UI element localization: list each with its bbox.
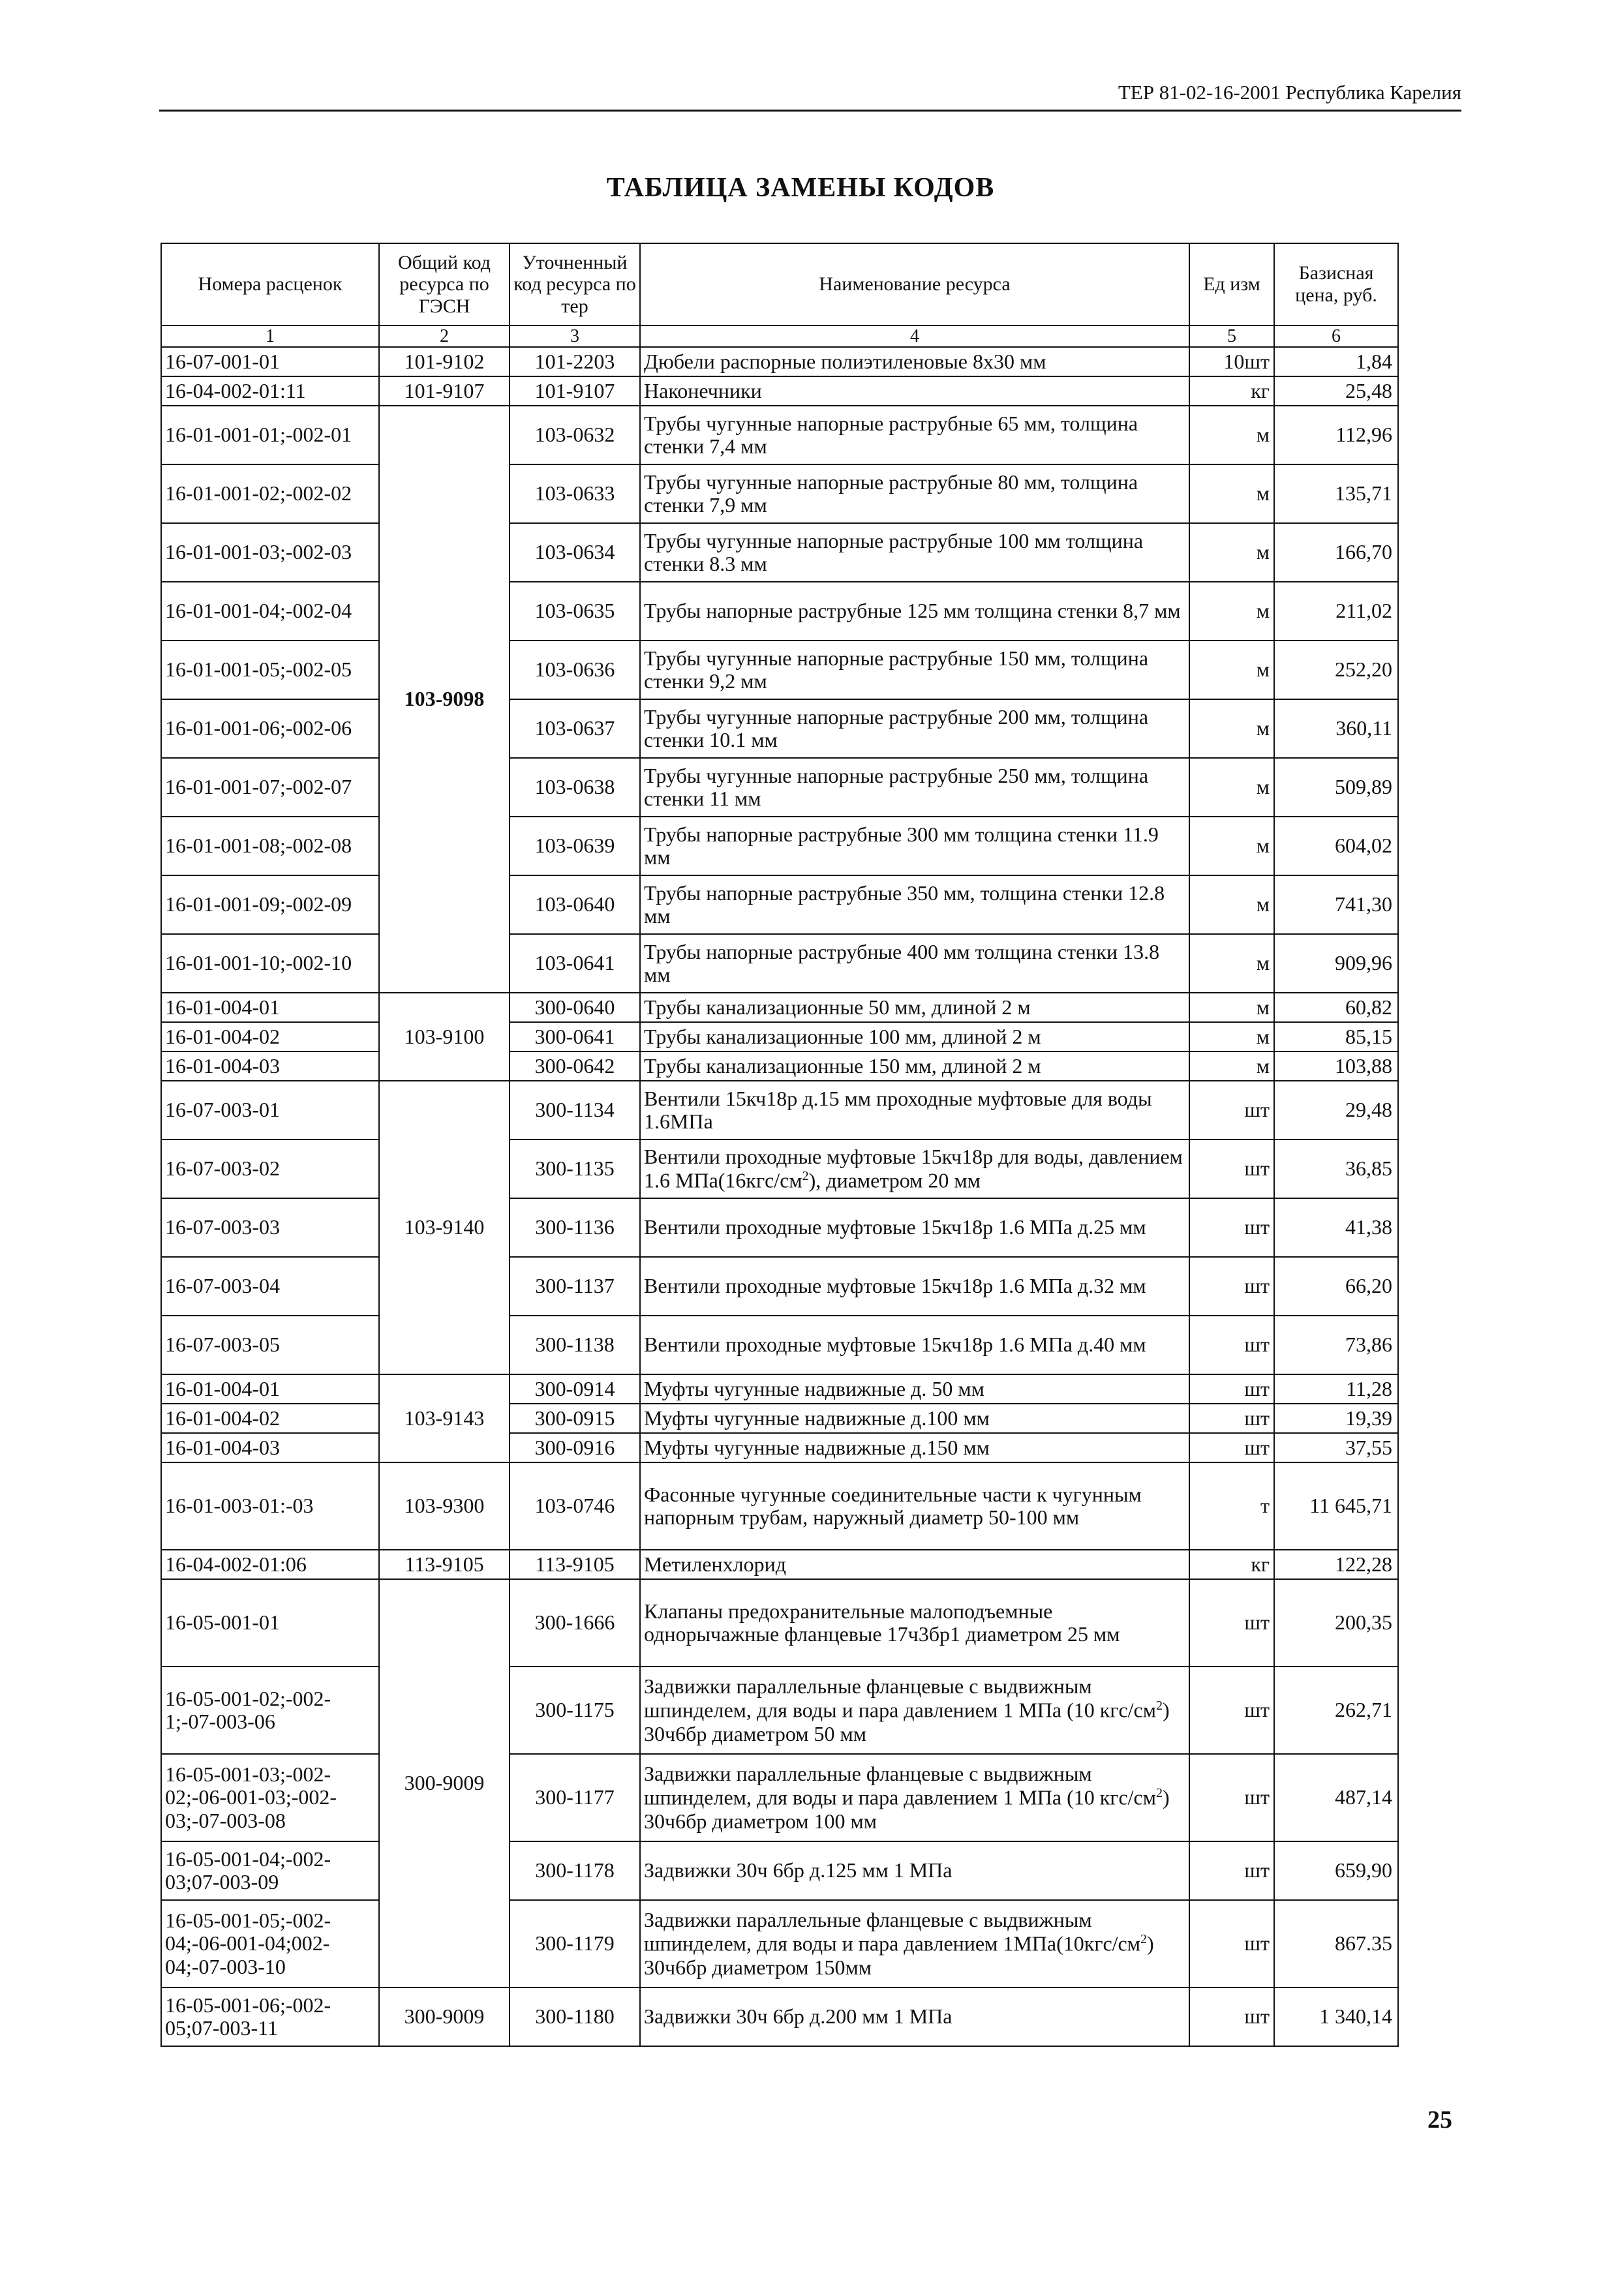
table-row [161,875,1398,934]
table-row [161,1198,1398,1257]
rate-number: 16-01-001-09;-002-09 [161,875,379,934]
header-gesn-code: Общий код ресурса по ГЭСН [379,243,510,325]
unit: шт [1189,1754,1274,1841]
rate-number: 16-01-001-06;-002-06 [161,699,379,758]
rate-number: 16-01-004-03 [161,1051,379,1081]
ter-code: 300-1177 [510,1754,640,1841]
price: 122,28 [1274,1550,1398,1579]
rate-number: 16-05-001-06;-002-05;07-003-11 [161,1987,379,2046]
rate-number: 16-01-001-07;-002-07 [161,758,379,817]
column-number: 4 [640,325,1189,347]
price: 1 340,14 [1274,1987,1398,2046]
gesn-code: 103-9140 [379,1081,510,1374]
unit: м [1189,758,1274,817]
ter-code: 300-1136 [510,1198,640,1257]
rate-number: 16-01-001-10;-002-10 [161,934,379,993]
rate-number: 16-01-001-01;-002-01 [161,406,379,464]
resource-name: Задвижки 30ч 6бр д.125 мм 1 МПа [640,1841,1189,1900]
unit: м [1189,582,1274,641]
price: 200,35 [1274,1579,1398,1667]
header-text: ТЕР 81-02-16-2001 Республика Карелия [1118,81,1461,104]
ter-code: 103-0636 [510,641,640,699]
rate-number: 16-01-004-02 [161,1404,379,1433]
ter-code: 300-0916 [510,1433,640,1462]
ter-code: 113-9105 [510,1550,640,1579]
ter-code: 300-1175 [510,1667,640,1754]
ter-code: 103-0633 [510,464,640,523]
unit: м [1189,699,1274,758]
column-number: 2 [379,325,510,347]
price: 103,88 [1274,1051,1398,1081]
price: 37,55 [1274,1433,1398,1462]
unit: шт [1189,1081,1274,1140]
unit: м [1189,993,1274,1022]
resource-name: Трубы напорные раструбные 125 мм толщина стенки 8,7 мм [640,582,1189,641]
price: 41,38 [1274,1198,1398,1257]
rate-number: 16-01-001-02;-002-02 [161,464,379,523]
resource-name: Трубы канализационные 100 мм, длиной 2 м [640,1022,1189,1051]
price: 1,84 [1274,347,1398,376]
ter-code: 300-1180 [510,1987,640,2046]
ter-code: 103-0640 [510,875,640,934]
ter-code: 101-9107 [510,376,640,406]
header-ter-code: Уточненный код ресурса по тер [510,243,640,325]
resource-name: Фасонные чугунные соединительные части к чугунным напорным трубам, наружный диаметр 50-100 мм [640,1462,1189,1550]
resource-name: Задвижки 30ч 6бр д.200 мм 1 МПа [640,1987,1189,2046]
header-price: Базисная цена, руб. [1274,243,1398,325]
unit: м [1189,523,1274,582]
price: 487,14 [1274,1754,1398,1841]
unit: т [1189,1462,1274,1550]
unit: шт [1189,1841,1274,1900]
unit: м [1189,875,1274,934]
price: 909,96 [1274,934,1398,993]
ter-code: 300-0915 [510,1404,640,1433]
unit: шт [1189,1140,1274,1198]
gesn-code: 101-9107 [379,376,510,406]
ter-code: 101-2203 [510,347,640,376]
rate-number: 16-05-001-01 [161,1579,379,1667]
price: 66,20 [1274,1257,1398,1316]
table-row [161,1841,1398,1900]
rate-number: 16-07-003-04 [161,1257,379,1316]
resource-name: Муфты чугунные надвижные д. 50 мм [640,1374,1189,1404]
unit: 10шт [1189,347,1274,376]
rate-number: 16-07-003-02 [161,1140,379,1198]
resource-name: Вентили проходные муфтовые 15кч18р 1.6 МПа д.40 мм [640,1316,1189,1374]
resource-name: Трубы канализационные 150 мм, длиной 2 м [640,1051,1189,1081]
code-replacement-table [160,243,1399,2047]
unit: м [1189,1051,1274,1081]
table-row [161,1433,1398,1462]
resource-name: Муфты чугунные надвижные д.100 мм [640,1404,1189,1433]
unit: м [1189,1022,1274,1051]
ter-code: 103-0634 [510,523,640,582]
price: 11,28 [1274,1374,1398,1404]
page-title: ТАБЛИЦА ЗАМЕНЫ КОДОВ [606,173,995,203]
rate-number: 16-01-004-01 [161,993,379,1022]
rate-number: 16-05-001-05;-002-04;-06-001-04;002-04;-07-003-10 [161,1900,379,1987]
rate-number: 16-07-003-03 [161,1198,379,1257]
price: 85,15 [1274,1022,1398,1051]
unit: шт [1189,1987,1274,2046]
rate-number: 16-05-001-04;-002-03;07-003-09 [161,1841,379,1900]
resource-name: Трубы чугунные напорные раструбные 150 мм, толщина стенки 9,2 мм [640,641,1189,699]
resource-name: Трубы чугунные напорные раструбные 250 мм, толщина стенки 11 мм [640,758,1189,817]
column-number: 5 [1189,325,1274,347]
table-row [161,1051,1398,1081]
column-number: 3 [510,325,640,347]
table-row [161,758,1398,817]
price: 60,82 [1274,993,1398,1022]
rate-number: 16-01-001-03;-002-03 [161,523,379,582]
table-row [161,1081,1398,1140]
gesn-code: 103-9143 [379,1374,510,1462]
table-row [161,1022,1398,1051]
resource-name: Наконечники [640,376,1189,406]
table-row [161,464,1398,523]
resource-name: Трубы чугунные напорные раструбные 200 мм, толщина стенки 10.1 мм [640,699,1189,758]
header-unit: Ед изм [1189,243,1274,325]
rate-number: 16-01-004-01 [161,1374,379,1404]
table-row [161,1754,1398,1841]
unit: шт [1189,1667,1274,1754]
unit: шт [1189,1900,1274,1987]
resource-name: Вентили проходные муфтовые 15кч18р 1.6 МПа д.25 мм [640,1198,1189,1257]
price: 604,02 [1274,817,1398,875]
unit: шт [1189,1198,1274,1257]
ter-code: 103-0638 [510,758,640,817]
table-row [161,582,1398,641]
price: 252,20 [1274,641,1398,699]
table-row [161,347,1398,376]
table-row [161,1667,1398,1754]
ter-code: 103-0637 [510,699,640,758]
price: 360,11 [1274,699,1398,758]
unit: м [1189,406,1274,464]
unit: шт [1189,1433,1274,1462]
price: 11 645,71 [1274,1462,1398,1550]
rate-number: 16-04-002-01:06 [161,1550,379,1579]
rate-number: 16-07-003-05 [161,1316,379,1374]
price: 659,90 [1274,1841,1398,1900]
table-row [161,1257,1398,1316]
price: 211,02 [1274,582,1398,641]
ter-code: 300-1138 [510,1316,640,1374]
price: 135,71 [1274,464,1398,523]
price: 741,30 [1274,875,1398,934]
rate-number: 16-01-003-01:-03 [161,1462,379,1550]
page-number: 25 [1427,2106,1452,2134]
unit: шт [1189,1257,1274,1316]
table-row [161,817,1398,875]
resource-name: Вентили проходные муфтовые 15кч18р 1.6 МПа д.32 мм [640,1257,1189,1316]
unit: шт [1189,1316,1274,1374]
ter-code: 300-1134 [510,1081,640,1140]
table-row [161,1579,1398,1667]
table-row [161,1374,1398,1404]
price: 262,71 [1274,1667,1398,1754]
ter-code: 300-1179 [510,1900,640,1987]
table-row [161,1900,1398,1987]
rate-number: 16-01-004-03 [161,1433,379,1462]
table-header-row [161,243,1398,325]
rate-number: 16-01-001-08;-002-08 [161,817,379,875]
price: 29,48 [1274,1081,1398,1140]
rate-number: 16-07-001-01 [161,347,379,376]
gesn-code: 300-9009 [379,1987,510,2046]
ter-code: 103-0639 [510,817,640,875]
gesn-code: 103-9098 [379,406,510,993]
page-header [159,81,1461,112]
resource-name: Трубы напорные раструбные 300 мм толщина стенки 11.9 мм [640,817,1189,875]
resource-name: Вентили проходные муфтовые 15кч18р для воды, давлением 1.6 $МПа(16кгс/см^2)$, диаметром 20 мм [640,1140,1189,1198]
resource-name: Трубы канализационные 50 мм, длиной 2 м [640,993,1189,1022]
table-row [161,406,1398,464]
price: 166,70 [1274,523,1398,582]
header-rate-numbers: Номера расценок [161,243,379,325]
table-row [161,993,1398,1022]
column-number: 6 [1274,325,1398,347]
column-number: 1 [161,325,379,347]
table-row [161,699,1398,758]
unit: м [1189,934,1274,993]
ter-code: 300-1178 [510,1841,640,1900]
unit: кг [1189,376,1274,406]
table-row [161,1140,1398,1198]
price: 25,48 [1274,376,1398,406]
unit: м [1189,817,1274,875]
unit: м [1189,464,1274,523]
column-number-row [161,325,1398,347]
resource-name: Трубы чугунные напорные раструбные 65 мм, толщина стенки 7,4 мм [640,406,1189,464]
ter-code: 300-0642 [510,1051,640,1081]
rate-number: 16-01-001-05;-002-05 [161,641,379,699]
price: 509,89 [1274,758,1398,817]
resource-name: Задвижки параллельные фланцевые с выдвижным шпинделем, для воды и пара давлением $1МПа(10кгс/см^2)$ 30ч6бр диаметром 150мм [640,1900,1189,1987]
price: 19,39 [1274,1404,1398,1433]
unit: шт [1189,1404,1274,1433]
table-row [161,1987,1398,2046]
ter-code: 300-0914 [510,1374,640,1404]
table-row [161,934,1398,993]
resource-name: Дюбели распорные полиэтиленовые 8х30 мм [640,347,1189,376]
table-row [161,1316,1398,1374]
ter-code: 300-0640 [510,993,640,1022]
table-row [161,641,1398,699]
unit: шт [1189,1374,1274,1404]
unit: м [1189,641,1274,699]
gesn-code: 103-9100 [379,993,510,1081]
resource-name: Трубы напорные раструбные 350 мм, толщина стенки 12.8 мм [640,875,1189,934]
table-row [161,1462,1398,1550]
table-row [161,1404,1398,1433]
price: 73,86 [1274,1316,1398,1374]
rate-number: 16-01-001-04;-002-04 [161,582,379,641]
ter-code: 300-0641 [510,1022,640,1051]
resource-name: Трубы чугунные напорные раструбные 80 мм, толщина стенки 7,9 мм [640,464,1189,523]
resource-name: Трубы чугунные напорные раструбные 100 мм толщина стенки 8.3 мм [640,523,1189,582]
gesn-code: 113-9105 [379,1550,510,1579]
header-resource-name: Наименование ресурса [640,243,1189,325]
ter-code: 300-1135 [510,1140,640,1198]
resource-name: Клапаны предохранительные малоподъемные однорычажные фланцевые 17ч3бр1 диаметром 25 мм [640,1579,1189,1667]
price: 867.35 [1274,1900,1398,1987]
gesn-code: 103-9300 [379,1462,510,1550]
table-row [161,1550,1398,1579]
rate-number: 16-07-003-01 [161,1081,379,1140]
unit: кг [1189,1550,1274,1579]
ter-code: 103-0632 [510,406,640,464]
gesn-code: 300-9009 [379,1579,510,1987]
unit: шт [1189,1579,1274,1667]
ter-code: 300-1666 [510,1579,640,1667]
rate-number: 16-01-004-02 [161,1022,379,1051]
resource-name: Вентили 15кч18р д.15 мм проходные муфтовые для воды 1.6МПа [640,1081,1189,1140]
table-row [161,376,1398,406]
ter-code: 103-0635 [510,582,640,641]
rate-number: 16-04-002-01:11 [161,376,379,406]
resource-name: Задвижки параллельные фланцевые с выдвижным шпинделем, для воды и пара давлением 1 МПа (10 кгс/$см^2$) 30ч6бр диаметром 100 мм [640,1754,1189,1841]
ter-code: 103-0746 [510,1462,640,1550]
rate-number: 16-05-001-03;-002-02;-06-001-03;-002-03;-07-003-08 [161,1754,379,1841]
gesn-code: 101-9102 [379,347,510,376]
rate-number: 16-05-001-02;-002-1;-07-003-06 [161,1667,379,1754]
resource-name: Задвижки параллельные фланцевые с выдвижным шпинделем, для воды и пара давлением 1 МПа (10 кгс/$см^2$) 30ч6бр диаметром 50 мм [640,1667,1189,1754]
resource-name: Муфты чугунные надвижные д.150 мм [640,1433,1189,1462]
resource-name: Метиленхлорид [640,1550,1189,1579]
resource-name: Трубы напорные раструбные 400 мм толщина стенки 13.8 мм [640,934,1189,993]
table-row [161,523,1398,582]
ter-code: 300-1137 [510,1257,640,1316]
price: 36,85 [1274,1140,1398,1198]
ter-code: 103-0641 [510,934,640,993]
price: 112,96 [1274,406,1398,464]
